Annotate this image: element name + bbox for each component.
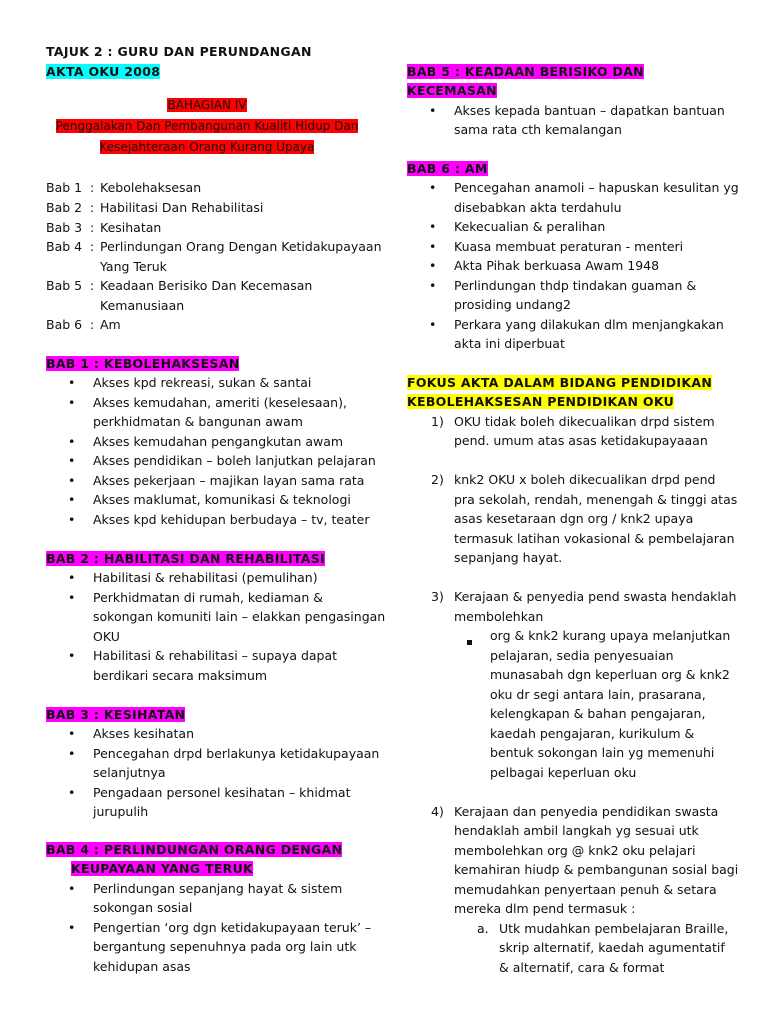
toc-sep: : bbox=[90, 239, 95, 254]
bab6-heading: BAB 6 : AM bbox=[407, 161, 488, 176]
bullet-icon: • bbox=[429, 317, 437, 332]
bullet-icon: • bbox=[429, 258, 437, 273]
bahagian-line2: Kesejahteraan Orang Kurang Upaya bbox=[99, 140, 315, 154]
toc-title: Am bbox=[100, 317, 121, 332]
bab1-item: Akses maklumat, komunikasi & teknologi bbox=[93, 492, 351, 507]
bab2-item-cont: berdikari secara maksimum bbox=[93, 668, 268, 683]
bullet-icon: • bbox=[68, 785, 76, 800]
bab3-item: Pencegahan drpd berlakunya ketidakupayaan bbox=[93, 746, 380, 761]
bab3-item-cont: selanjutnya bbox=[93, 765, 166, 780]
bab2-heading: BAB 2 : HABILITASI DAN REHABILITASI bbox=[46, 551, 325, 566]
square-bullet-icon bbox=[467, 633, 472, 648]
bullet-icon: • bbox=[68, 590, 76, 605]
bab4-item-cont: sokongan sosial bbox=[93, 900, 193, 915]
fokus-p3-sub-cont: oku dr segi antara lain, prasarana, bbox=[490, 687, 706, 702]
fokus-p3-sub-cont: munasabah dgn keperluan org & knk2 bbox=[490, 667, 730, 682]
bullet-icon: • bbox=[68, 726, 76, 741]
bab1-item: Akses kpd rekreasi, sukan & santai bbox=[93, 375, 312, 390]
toc-sep: : bbox=[90, 220, 95, 235]
toc-sep: : bbox=[90, 200, 95, 215]
fokus-p3-sub-cont: pelajaran, sedia penyesuaian bbox=[490, 648, 674, 663]
fokus-p4-cont: kemahiran hiudp & pembangunan sosial bagi bbox=[454, 862, 739, 877]
toc-title: Kebolehaksesan bbox=[100, 180, 202, 195]
bab6-item: Pencegahan anamoli – hapuskan kesulitan yg bbox=[454, 180, 739, 195]
bullet-icon: • bbox=[429, 103, 437, 118]
bab3-item: Akses kesihatan bbox=[93, 726, 195, 741]
bab4-item: Perlindungan sepanjang hayat & sistem bbox=[93, 881, 343, 896]
item-number: 4) bbox=[431, 804, 444, 819]
bab6-item-cont: prosiding undang2 bbox=[454, 297, 571, 312]
fokus-p4-cont: hendaklah ambil langkah yg sesuai utk bbox=[454, 823, 699, 838]
fokus-p4: Kerajaan dan penyedia pendidikan swasta bbox=[454, 804, 719, 819]
fokus-p2-cont: termasuk latihan vokasional & pembelajaran bbox=[454, 531, 735, 546]
bullet-icon: • bbox=[68, 434, 76, 449]
fokus-p3-sub-cont: kaedah pengajaran, kurikulum & bbox=[490, 726, 695, 741]
bullet-icon: • bbox=[429, 219, 437, 234]
fokus-p3-sub-cont: pelbagai keperluan oku bbox=[490, 765, 637, 780]
bab1-item: Akses kemudahan pengangkutan awam bbox=[93, 434, 344, 449]
fokus-p4-cont: mereka dlm pend termasuk : bbox=[454, 901, 636, 916]
toc-bab: Bab 4 bbox=[46, 239, 83, 254]
bab1-item: Akses kemudahan, ameriti (keselesaan), bbox=[93, 395, 347, 410]
bab6-item: Kekecualian & peralihan bbox=[454, 219, 606, 234]
bab1-item-cont: perkhidmatan & bangunan awam bbox=[93, 414, 303, 429]
fokus-p3-sub-cont: bentuk sokongan lain yg memenuhi bbox=[490, 745, 715, 760]
bullet-icon: • bbox=[68, 492, 76, 507]
bab4-heading: BAB 4 : PERLINDUNGAN ORANG DENGAN bbox=[46, 842, 343, 857]
toc-title: Keadaan Berisiko Dan Kecemasan bbox=[100, 278, 313, 293]
bab6-item-cont: akta ini diperbuat bbox=[454, 336, 565, 351]
bahagian-label: BAHAGIAN IV bbox=[167, 98, 247, 112]
bullet-icon: • bbox=[429, 278, 437, 293]
bab2-item: Habilitasi & rehabilitasi – supaya dapat bbox=[93, 648, 338, 663]
toc-bab: Bab 3 bbox=[46, 220, 83, 235]
fokus-p4-cont: memudahkan penyertaan penuh & setara bbox=[454, 882, 717, 897]
fokus-p4a-cont: skrip alternatif, kaedah agumentatif bbox=[499, 940, 725, 955]
fokus-p2-cont: pra sekolah, rendah, menengah & tinggi atas bbox=[454, 492, 738, 507]
bahagian-line1: Penggalakan Dan Pembangunan Kualiti Hidup Dan bbox=[55, 119, 359, 133]
bab5-heading: BAB 5 : KEADAAN BERISIKO DAN bbox=[407, 64, 644, 79]
bab3-item-cont: jurupulih bbox=[93, 804, 149, 819]
bullet-icon: • bbox=[68, 648, 76, 663]
bullet-icon: • bbox=[68, 453, 76, 468]
bullet-icon: • bbox=[68, 746, 76, 761]
toc-bab: Bab 1 bbox=[46, 180, 83, 195]
toc-title: Perlindungan Orang Dengan Ketidakupayaan bbox=[100, 239, 382, 254]
bab6-item-cont: disebabkan akta terdahulu bbox=[454, 200, 622, 215]
bullet-icon: • bbox=[68, 570, 76, 585]
fokus-p3-sub-cont: kelengkapan & bahan pengajaran, bbox=[490, 706, 706, 721]
bab2-item-cont: sokongan komuniti lain – elakkan pengasingan bbox=[93, 609, 386, 624]
bullet-icon: • bbox=[68, 920, 76, 935]
toc-title-cont: Yang Teruk bbox=[100, 259, 167, 274]
bab4-item: Pengertian ‘org dgn ketidakupayaan teruk’ – bbox=[93, 920, 372, 935]
fokus-p3-cont: membolehkan bbox=[454, 609, 544, 624]
fokus-p1-cont: pend. umum atas asas ketidakupayaaan bbox=[454, 433, 708, 448]
toc-bab: Bab 6 bbox=[46, 317, 83, 332]
fokus-p1: OKU tidak boleh dikecualikan drpd sistem bbox=[454, 414, 715, 429]
bab4-item-cont: bergantung sepenuhnya pada org lain utk bbox=[93, 939, 357, 954]
bab2-item: Perkhidmatan di rumah, kediaman & bbox=[93, 590, 323, 605]
toc-title: Kesihatan bbox=[100, 220, 162, 235]
bullet-icon: • bbox=[68, 473, 76, 488]
bab5-heading-cont: KECEMASAN bbox=[407, 83, 497, 98]
bab3-heading: BAB 3 : KESIHATAN bbox=[46, 707, 186, 722]
bab2-item-cont: OKU bbox=[93, 629, 120, 644]
bab6-item: Akta Pihak berkuasa Awam 1948 bbox=[454, 258, 660, 273]
item-number: 1) bbox=[431, 414, 444, 429]
item-letter: a. bbox=[477, 921, 489, 936]
toc-title: Habilitasi Dan Rehabilitasi bbox=[100, 200, 264, 215]
toc-bab: Bab 2 bbox=[46, 200, 83, 215]
toc-bab: Bab 5 bbox=[46, 278, 83, 293]
fokus-p4a: Utk mudahkan pembelajaran Braille, bbox=[499, 921, 729, 936]
bullet-icon: • bbox=[68, 375, 76, 390]
fokus-p3-sub: org & knk2 kurang upaya melanjutkan bbox=[490, 628, 731, 643]
bab1-item: Akses pendidikan – boleh lanjutkan pelajaran bbox=[93, 453, 376, 468]
page-title: TAJUK 2 : GURU DAN PERUNDANGAN bbox=[46, 44, 312, 59]
bullet-icon: • bbox=[429, 239, 437, 254]
bab6-item: Perkara yang dilakukan dlm menjangkakan bbox=[454, 317, 724, 332]
bab5-item: Akses kepada bantuan – dapatkan bantuan bbox=[454, 103, 725, 118]
bab1-item: Akses kpd kehidupan berbudaya – tv, teater bbox=[93, 512, 370, 527]
item-number: 2) bbox=[431, 472, 444, 487]
bullet-icon: • bbox=[68, 395, 76, 410]
toc-sep: : bbox=[90, 317, 95, 332]
toc-sep: : bbox=[90, 180, 95, 195]
toc-sep: : bbox=[90, 278, 95, 293]
fokus-p4a-cont: & alternatif, cara & format bbox=[499, 960, 665, 975]
bullet-icon: • bbox=[68, 512, 76, 527]
bullet-icon: • bbox=[68, 881, 76, 896]
bab4-item-cont: kehidupan asas bbox=[93, 959, 191, 974]
bab1-heading: BAB 1 : KEBOLEHAKSESAN bbox=[46, 356, 240, 371]
akta-heading: AKTA OKU 2008 bbox=[46, 64, 161, 79]
toc-title-cont: Kemanusiaan bbox=[100, 298, 185, 313]
bab6-item: Perlindungan thdp tindakan guaman & bbox=[454, 278, 697, 293]
fokus-p2: knk2 OKU x boleh dikecualikan drpd pend bbox=[454, 472, 716, 487]
fokus-p4-cont: membolehkan org @ knk2 oku pelajari bbox=[454, 843, 696, 858]
bab5-item-cont: sama rata cth kemalangan bbox=[454, 122, 622, 137]
bab4-heading-cont: KEUPAYAAN YANG TERUK bbox=[71, 861, 254, 876]
bab3-item: Pengadaan personel kesihatan – khidmat bbox=[93, 785, 351, 800]
fokus-p3: Kerajaan & penyedia pend swasta hendaklah bbox=[454, 589, 737, 604]
bab1-item: Akses pekerjaan – majikan layan sama rata bbox=[93, 473, 365, 488]
item-number: 3) bbox=[431, 589, 444, 604]
bullet-icon: • bbox=[429, 180, 437, 195]
fokus-p2-cont: asas kesetaraan dgn org / knk2 upaya bbox=[454, 511, 694, 526]
fokus-subheading: KEBOLEHAKSESAN PENDIDIKAN OKU bbox=[407, 394, 675, 409]
bab2-item: Habilitasi & rehabilitasi (pemulihan) bbox=[93, 570, 318, 585]
fokus-heading: FOKUS AKTA DALAM BIDANG PENDIDIKAN bbox=[407, 375, 713, 390]
bab6-item: Kuasa membuat peraturan - menteri bbox=[454, 239, 684, 254]
fokus-p2-cont: sepanjang hayat. bbox=[454, 550, 563, 565]
